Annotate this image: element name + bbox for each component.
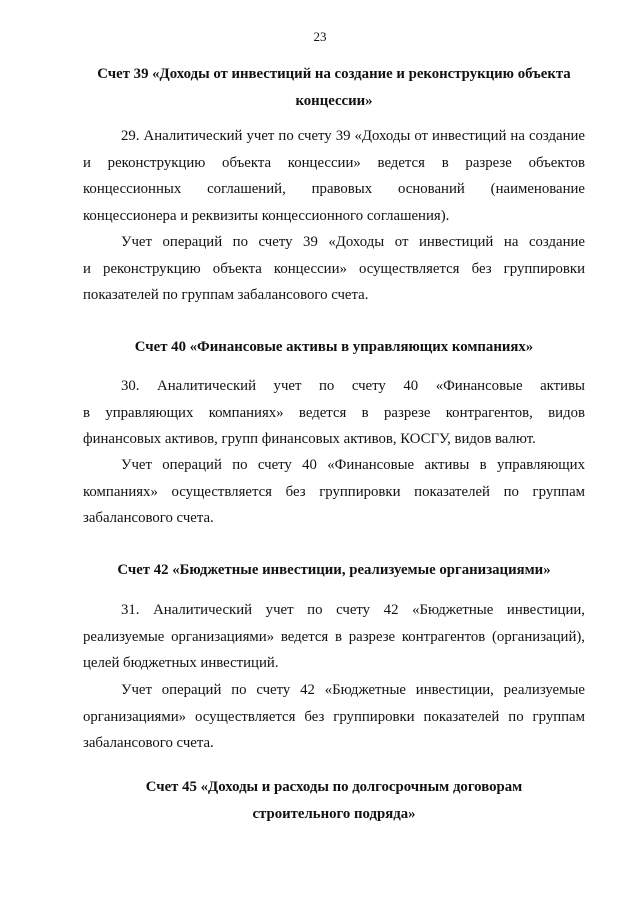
heading-line: Счет 42 «Бюджетные инвестиции, реализуемые организациями» <box>117 562 551 578</box>
paragraph-line: в управляющих компаниях» ведется в разрезе контрагентов, видов <box>83 404 585 421</box>
section-heading-account-42 <box>83 557 585 584</box>
section-heading-account-39 <box>83 61 585 114</box>
paragraph-line: концессионных соглашений, правовых оснований (наименование <box>83 181 585 197</box>
paragraph-line: реализуемые организациями» ведется в разрезе контрагентов (организаций), <box>83 628 585 645</box>
paragraph-line: 31. Аналитический учет по счету 42 «Бюджетные инвестиции, <box>121 602 585 618</box>
paragraph-line: Учет операций по счету 39 «Доходы от инвестиций на создание <box>121 234 585 250</box>
paragraph-line: финансовых активов, групп финансовых активов, КОСГУ, видов валют. <box>83 431 536 447</box>
paragraph-29 <box>83 123 585 229</box>
paragraph-line: 30. Аналитический учет по счету 40 «Финансовые активы <box>121 378 585 394</box>
section-heading-account-40 <box>83 334 585 361</box>
paragraph-line: целей бюджетных инвестиций. <box>83 655 279 671</box>
page-number: 23 <box>313 29 327 44</box>
paragraph-account-40-operations <box>83 452 585 532</box>
heading-line: Счет 45 «Доходы и расходы по долгосрочным договорам <box>145 779 523 795</box>
heading-line: Счет 39 «Доходы от инвестиций на создание и реконструкцию объекта <box>97 66 571 82</box>
paragraph-31 <box>83 597 585 677</box>
heading-line: Счет 40 «Финансовые активы в управляющих компаниях» <box>134 339 534 355</box>
paragraph-line: Учет операций по счету 42 «Бюджетные инвестиции, реализуемые <box>121 682 585 698</box>
heading-line: концессии» <box>295 92 373 109</box>
paragraph-line: забалансового счета. <box>83 735 214 751</box>
paragraph-line: показателей по группам забалансового счета. <box>83 287 369 303</box>
paragraph-account-42-operations <box>83 677 585 757</box>
paragraph-30 <box>83 373 585 453</box>
paragraph-line: и реконструкцию объекта концессии» ведется в разрезе объектов <box>83 154 585 171</box>
paragraph-line: Учет операций по счету 40 «Финансовые активы в управляющих <box>121 457 585 473</box>
paragraph-line: концессионера и реквизиты концессионного соглашения). <box>83 207 450 224</box>
paragraph-line: компаниях» осуществляется без группировки показателей по группам <box>83 483 585 500</box>
paragraph-line: 29. Аналитический учет по счету 39 «Доходы от инвестиций на создание <box>121 128 585 144</box>
section-heading-account-45 <box>83 774 585 827</box>
paragraph-line: и реконструкцию объекта концессии» осуществляется без группировки <box>83 260 585 277</box>
paragraph-line: забалансового счета. <box>83 510 214 526</box>
paragraph-line: организациями» осуществляется без группировки показателей по группам <box>83 708 585 725</box>
paragraph-account-39-operations <box>83 229 585 309</box>
heading-line: строительного подряда» <box>252 805 416 822</box>
